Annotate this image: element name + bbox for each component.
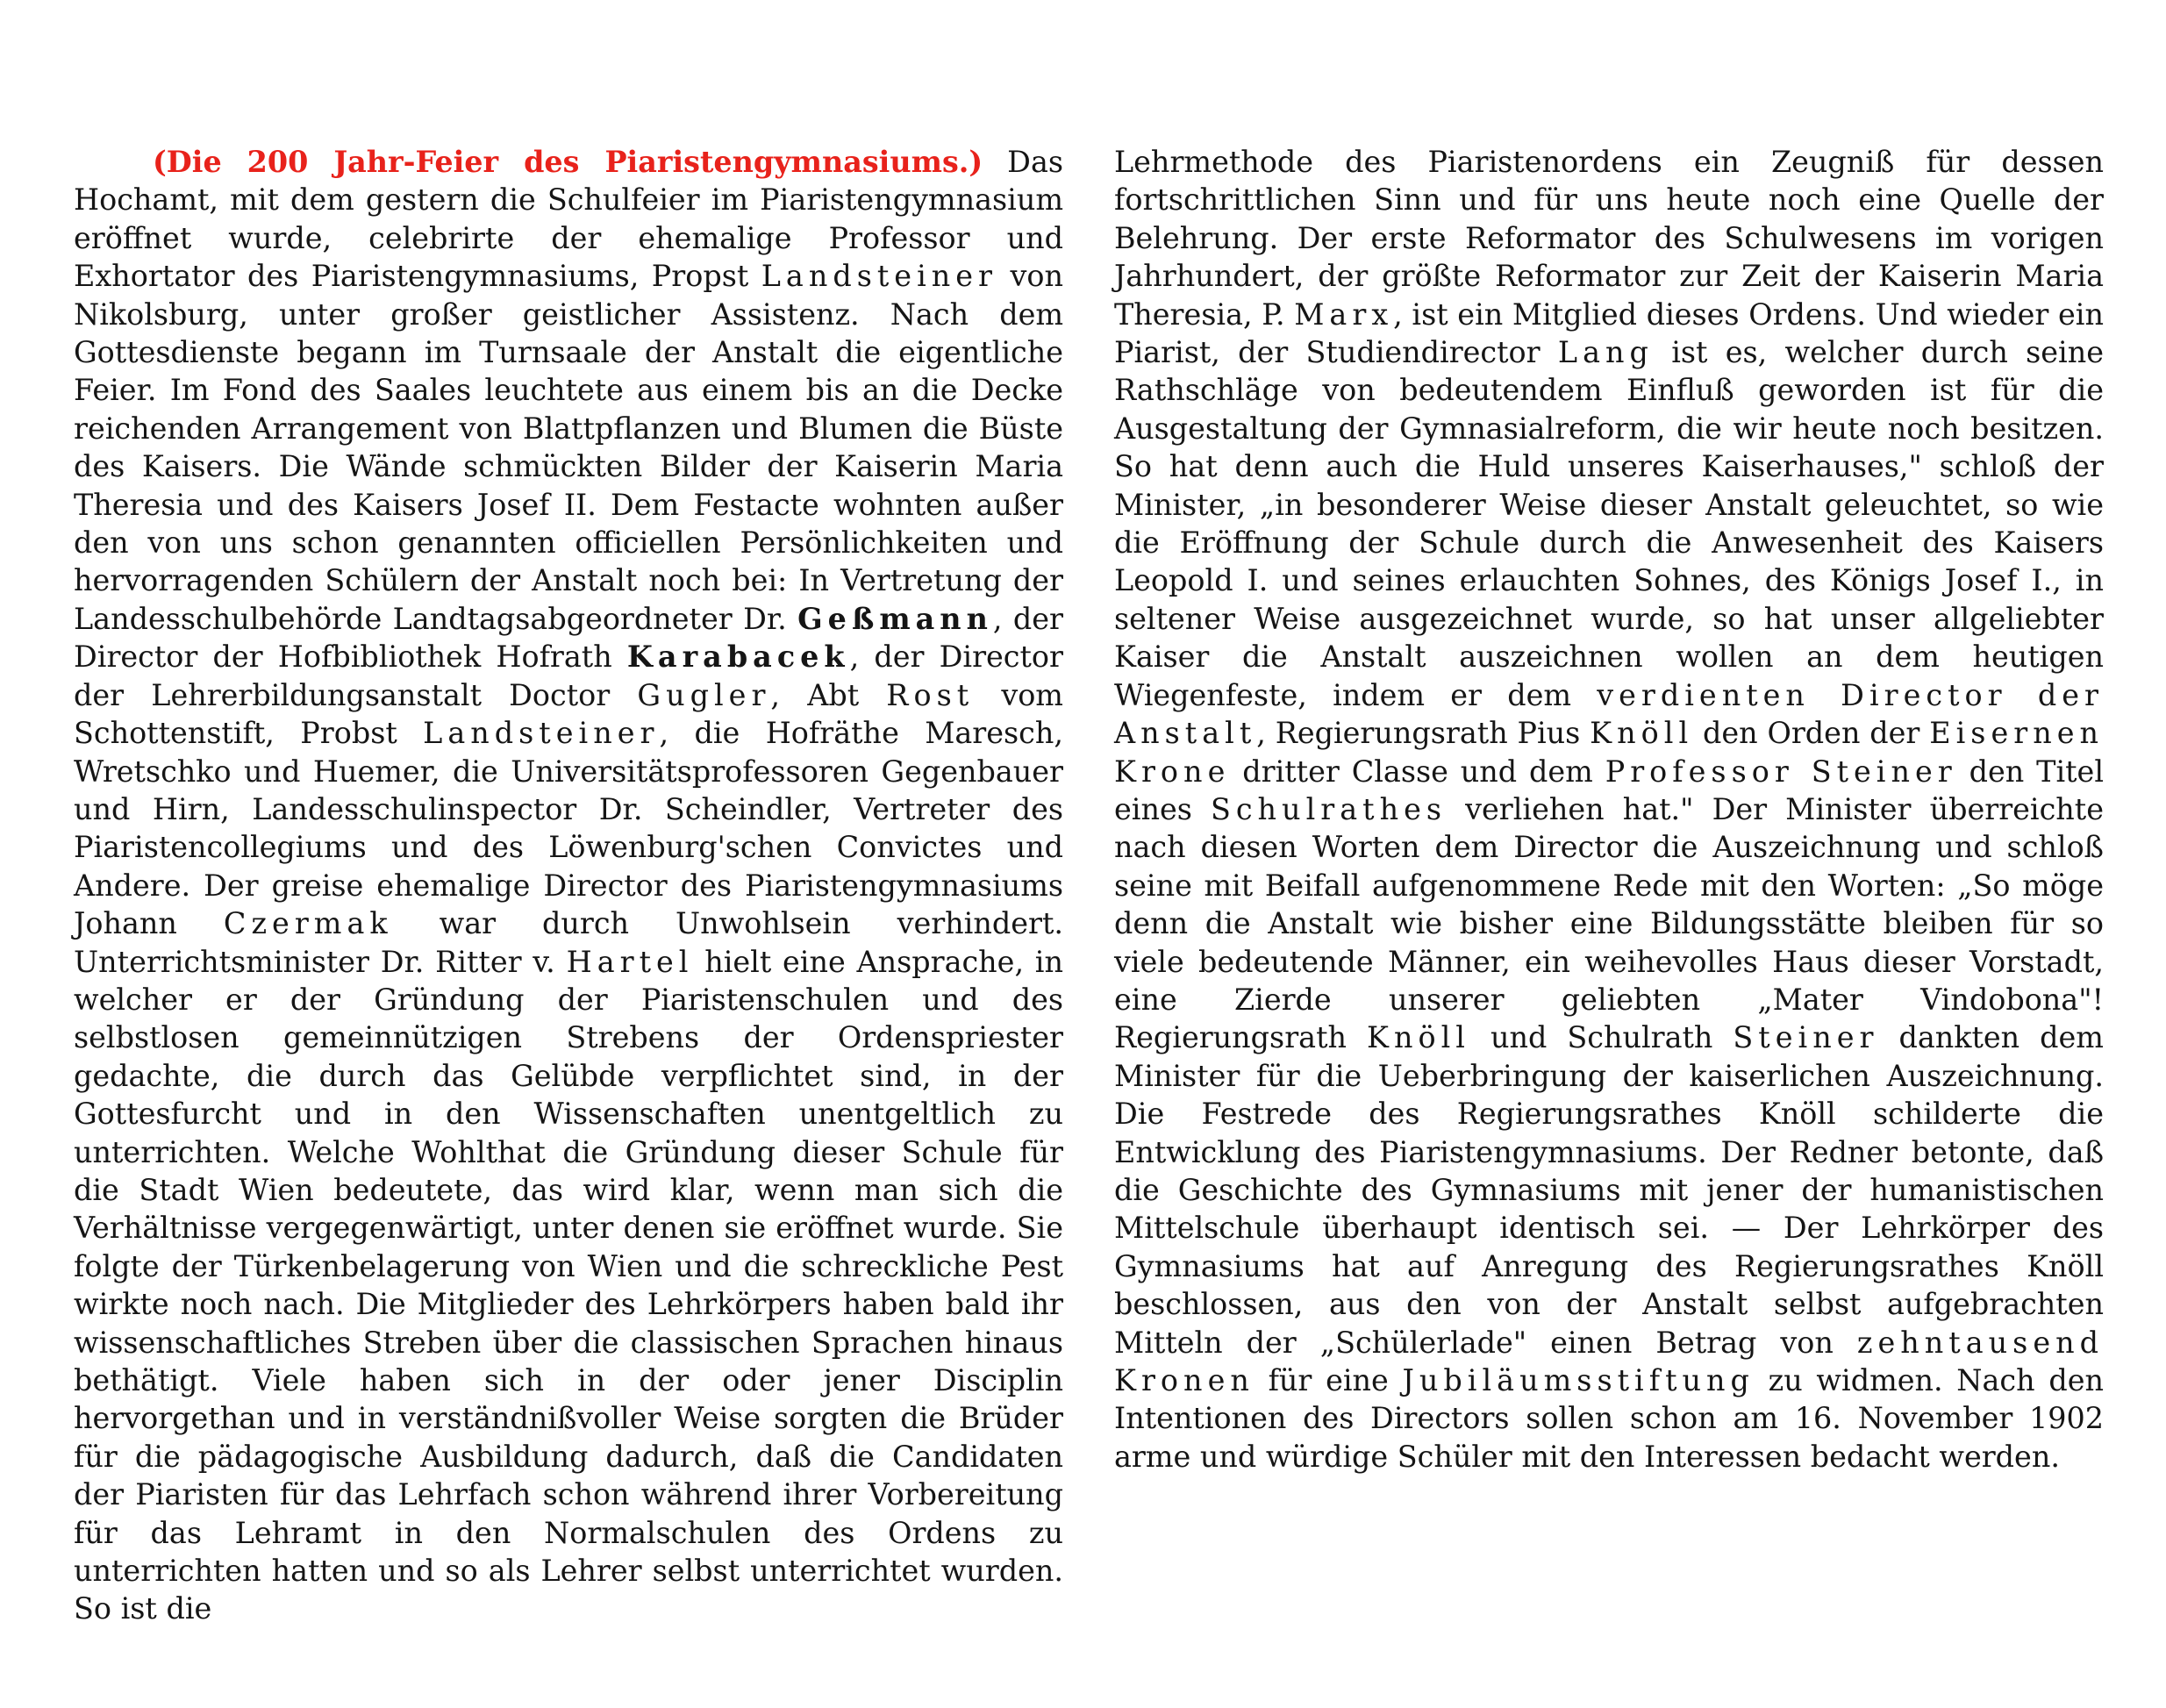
spaced-name: Gugler: [637, 677, 771, 712]
text-run: hielt eine Ansprache, in welcher er der Gründung der Piaristenschulen und des selbstlosen gemeinnützigen Strebens der Ordenspriester gedachte, die durch das Gelübde verpflichtet sind, in der Gottesfurcht und in den Wissenschaften unentgeltlich zu unterrichten. Welche Wohlthat die Gründung dieser Schule für die Stadt Wien bedeutete, das wird klar, wenn man sich die Verhältnisse vergegenwärtigt, unter denen sie eröffnet wurde. Sie folgte der Türkenbelagerung von Wien und die schreckliche Pest wirkte noch nach. Die Mitglieder des Lehrkörpers haben bald ihr wissenschaftliches Streben über die classischen Sprachen hinaus bethätigt. Viele haben sich in der oder jener Disciplin hervorgethan und in verständnißvoller Weise sorgten die Brüder für die pädagogische Ausbildung dadurch, daß die Candidaten der Piaristen für das Lehrfach schon während ihrer Vorbereitung für das Lehramt in den Normalschulen des Ordens zu unterrichten hatten und so als Lehrer selbst unterrichtet wurden. So ist die: [74, 944, 1063, 1626]
text-run: vom Schottenstift, Probst: [74, 677, 1063, 751]
spaced-name: Lang: [1557, 335, 1654, 370]
article-paragraph-left: [74, 143, 1063, 1628]
article-paragraph-right: [1114, 143, 2104, 1476]
spaced-name: Jubiläumsstiftung: [1402, 1363, 1755, 1397]
spaced-name: zehntausend Kronen: [1114, 1325, 2104, 1397]
text-run: Das Hochamt, mit dem gestern die Schulfeier im Piaristengymnasium eröffnet wurde, celebrirte der ehemalige Professor und Exhortator des Piaristengymnasiums, Propst: [74, 145, 1063, 294]
text-run: ist es, welcher durch seine Rathschläge von bedeutendem Einfluß geworden ist für die Ausgestaltung der Gymnasialreform, die wir heute noch besitzen. So hat denn auch die Huld unseres Kaiserhauses," schloß der Minister, „in besonderer Weise dieser Anstalt geleuchtet, so wie die Eröffnung der Schule durch die Anwesenheit des Kaisers Leopold I. und seines erlauchten Sohnes, des Königs Josef I., in seltener Weise ausgezeichnet wurde, so hat unser allgeliebter Kaiser die Anstalt auszeichnen wollen an dem heutigen Wiegenfeste, indem er dem: [1114, 335, 2104, 712]
text-run: , Regierungsrath Pius: [1256, 716, 1581, 751]
text-run: für eine: [1268, 1363, 1389, 1397]
text-run: Lehrmethode des Piaristenordens ein Zeugniß für dessen fortschrittlichen Sinn und für uns heute noch eine Quelle der Belehrung. Der erste Reformator des Schulwesens im vorigen Jahrhundert, der größte Reformator zur Zeit der Kaiserin Maria Theresia, P.: [1114, 145, 2104, 332]
text-run: den Orden der: [1703, 716, 1920, 751]
text-run: den Titel eines: [1114, 754, 2104, 826]
text-run: verliehen hat." Der Minister überreichte nach diesen Worten dem Director die Auszeichnung und schloß seine mit Beifall aufgenommene Rede mit den Worten: „So möge denn die Anstalt wie bisher eine Bildungsstätte bleiben für so viele bedeutende Männer, ein weihevolles Haus dieser Vorstadt, eine Zierde unserer geliebten „Mater Vindobona"! Regierungsrath: [1114, 791, 2104, 1055]
spaced-name: Geßmann: [797, 601, 993, 636]
spaced-name: Hartel: [566, 944, 694, 979]
text-run: , der Director der Hofbibliothek Hofrath: [74, 601, 1063, 675]
text-run: von Nikolsburg, unter großer geistlicher Assistenz. Nach dem Gottesdienste begann im Turnsaale der Anstalt die eigentliche Feier. Im Fond des Saales leuchtete aus einem bis an die Decke reichenden Arrangement von Blattpflanzen und Blumen die Büste des Kaisers. Die Wände schmückten Bilder der Kaiserin Maria Theresia und des Kaisers Josef II. Dem Festacte wohnten außer den von uns schon genannten officiellen Persönlichkeiten und hervorragenden Schülern der Anstalt noch bei: In Vertretung der Landesschulbehörde Landtagsabgeordneter Dr.: [74, 259, 1063, 636]
left-column: [74, 143, 1063, 1628]
article-heading: (Die 200 Jahr-Feier des Piaristengymnasiums.): [153, 145, 983, 179]
spaced-name: Schulrathes: [1210, 791, 1448, 826]
spaced-name: verdienten Director der Anstalt: [1114, 677, 2104, 751]
text-run: , ist ein Mitglied dieses Ordens. Und wieder ein Piarist, der Studiendirector: [1114, 297, 2104, 370]
spaced-name: Steiner: [1733, 1020, 1879, 1055]
text-run: dritter Classe und dem: [1242, 754, 1593, 789]
right-column: [1114, 143, 2104, 1476]
spaced-name: Knöll: [1367, 1020, 1470, 1055]
text-run: , der Director der Lehrerbildungsanstalt Doctor: [74, 640, 1063, 712]
text-run: , die Hofräthe Maresch, Wretschko und Huemer, die Universitätsprofessoren Gegenbauer und Hirn, Landesschulinspector Dr. Scheindler, Vertreter des Piaristencollegiums und des Löwenburg'schen Convictes und Andere. Der greise ehemalige Director des Piaristengymnasiums Johann: [74, 716, 1063, 941]
text-run: war durch Unwohlsein verhindert. Unterrichtsminister Dr. Ritter v.: [74, 906, 1063, 979]
spaced-name: Landsteiner: [761, 259, 998, 294]
text-run: und Schulrath: [1490, 1020, 1713, 1055]
spaced-name: Professor Steiner: [1605, 754, 1957, 789]
spaced-name: Landsteiner: [423, 716, 660, 751]
text-run: zu widmen. Nach den Intentionen des Directors sollen schon am 16. November 1902 arme und würdige Schüler mit den Interessen bedacht werden.: [1114, 1363, 2104, 1474]
spaced-name: Rost: [886, 677, 975, 712]
text-run: dankten dem Minister für die Ueberbringung der kaiserlichen Auszeichnung. Die Festrede des Regierungsrathes Knöll schilderte die Entwicklung des Piaristengymnasiums. Der Redner betonte, daß die Geschichte des Gymnasiums mit jener der humanistischen Mittelschule überhaupt identisch sei. — Der Lehrkörper des Gymnasiums hat auf Anregung des Regierungsrathes Knöll beschlossen, aus den von der Anstalt selbst aufgebrachten Mitteln der „Schülerlade" einen Betrag von: [1114, 1020, 2104, 1360]
spaced-name: Eisernen Krone: [1114, 716, 2104, 789]
text-run: , Abt: [770, 677, 860, 712]
spaced-name: Czermak: [223, 906, 393, 941]
spaced-name: Marx: [1294, 297, 1394, 332]
spaced-name: Karabacek: [626, 640, 850, 675]
spaced-name: Knöll: [1590, 716, 1694, 751]
